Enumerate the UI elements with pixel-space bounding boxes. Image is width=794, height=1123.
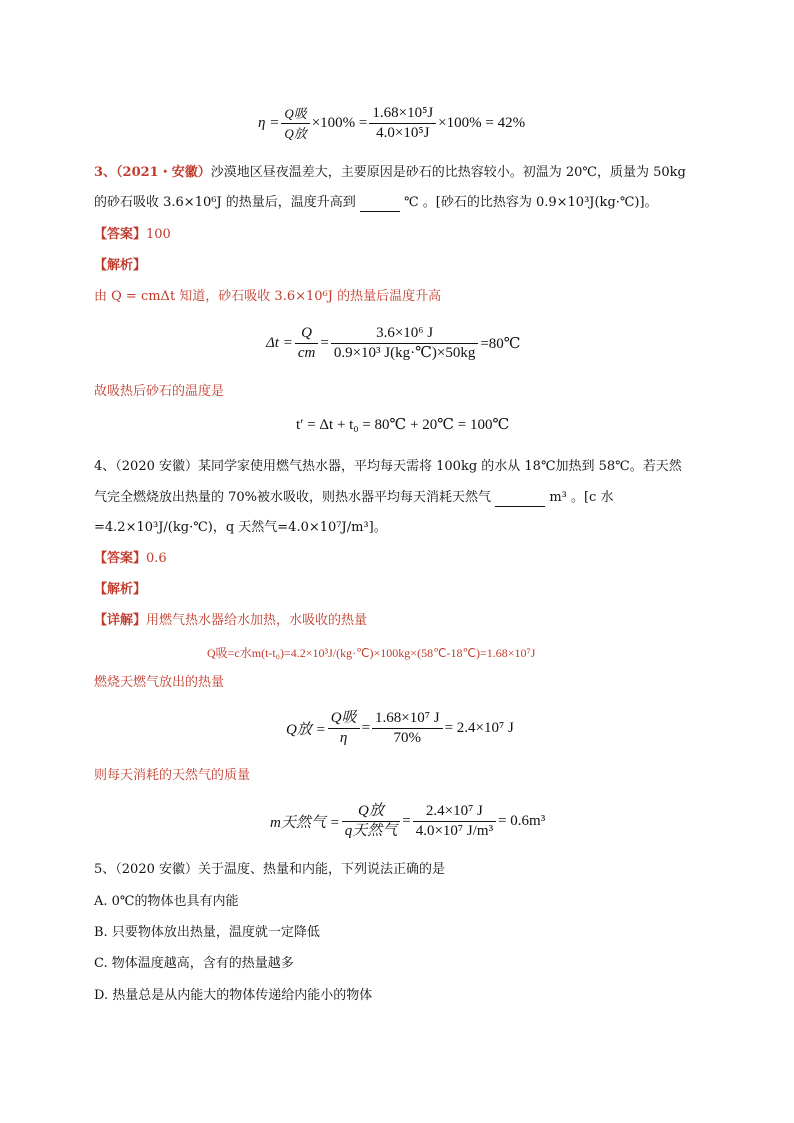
q4-analysis-label: 【解析】	[94, 582, 147, 597]
q4-answer	[94, 550, 167, 568]
fraction-denominator: 4.0×10⁷ J/m³	[415, 823, 494, 839]
question-source: （2020 安徽）	[115, 459, 198, 474]
question-text: ℃ 。[砂石的比热容为 0.9×10³J(kg·℃)]。	[404, 195, 658, 210]
equation-text: =	[402, 813, 411, 829]
answer-value: 100	[146, 227, 171, 242]
question-text: 某同学家使用燃气热水器，平均每天需将 100kg 的水从 18℃加热到 58℃。若天然	[198, 459, 682, 474]
equation-text: =	[361, 720, 371, 736]
equation-lhs: m天然气 =	[270, 815, 340, 831]
equation-text: ×100% = 42%	[438, 115, 526, 131]
q3-explanation-2: 故吸热后砂石的温度是	[94, 384, 225, 399]
equation-result: =80℃	[480, 336, 521, 352]
fraction-numerator: Q吸	[328, 709, 360, 729]
question-source: （2021・安徽）	[116, 165, 211, 180]
fraction-numerator: 3.6×10⁶ J	[331, 324, 479, 344]
equation-text: ×100% =	[311, 115, 368, 131]
detail-label: 【详解】	[94, 613, 147, 628]
efficiency-fraction-2	[369, 104, 436, 143]
question-number: 3、	[94, 165, 117, 180]
fraction-denominator: η	[339, 730, 348, 746]
question-number: 5、	[94, 862, 116, 877]
question-number: 4、	[94, 459, 116, 474]
answer-blank[interactable]	[495, 492, 545, 507]
q5-option-c[interactable]: C. 物体温度越高，含有的热量越多	[94, 956, 294, 971]
q4-stem-line1	[94, 458, 682, 476]
q4-stem-line3: =4.2×10³J/(kg·℃)，q 天然气=4.0×10⁷J/m³]。	[94, 520, 387, 535]
q4-fraction-4	[413, 802, 496, 841]
q3-equation-delta-t	[266, 324, 521, 363]
q3-fraction-1	[295, 324, 319, 363]
q4-fraction-1	[328, 709, 360, 748]
fraction-denominator: 0.9×10³ J(kg·℃)×50kg	[333, 345, 476, 361]
q3-fraction-2	[331, 324, 479, 363]
answer-label: 【答案】	[94, 227, 147, 242]
q4-explanation-2: 燃烧天燃气放出的热量	[94, 675, 225, 690]
q5-option-b[interactable]: B. 只要物体放出热量，温度就一定降低	[94, 925, 320, 940]
answer-blank[interactable]	[360, 197, 400, 212]
q4-explanation-3: 则每天消耗的天然气的质量	[94, 768, 251, 783]
equation-result: = 2.4×10⁷ J	[444, 720, 514, 736]
detail-text: 用燃气热水器给水加热，水吸收的热量	[146, 613, 368, 628]
question-source: （2020 安徽）	[115, 862, 198, 877]
q5-option-d[interactable]: D. 热量总是从内能大的物体传递给内能小的物体	[94, 988, 373, 1003]
answer-value: 0.6	[146, 551, 167, 566]
fraction-denominator: cm	[297, 345, 316, 361]
question-text: 关于温度、热量和内能，下列说法正确的是	[198, 862, 446, 877]
q5-option-a[interactable]: A. 0℃的物体也具有内能	[94, 894, 239, 909]
fraction-denominator: 4.0×10⁵J	[376, 125, 430, 141]
equation-lhs: Q放 =	[286, 722, 326, 738]
equation-text: =	[320, 335, 329, 351]
q4-fraction-3	[342, 802, 401, 841]
fraction-numerator: Q放	[342, 802, 401, 822]
answer-label: 【答案】	[94, 551, 147, 566]
fraction-numerator: 1.68×10⁵J	[369, 104, 436, 124]
fraction-numerator: Q	[295, 324, 319, 344]
question-text: m³ 。[c 水	[549, 490, 614, 505]
fraction-numerator: 2.4×10⁷ J	[413, 802, 496, 822]
q3-explanation-1: 由 Q = cmΔt 知道，砂石吸收 3.6×10⁶J 的热量后温度升高	[94, 289, 442, 304]
fraction-denominator: Q放	[284, 126, 307, 141]
q4-equation-gas-mass	[270, 802, 545, 841]
efficiency-fraction-1	[281, 104, 309, 143]
fraction-denominator: q天然气	[344, 823, 398, 839]
question-text: 沙漠地区昼夜温差大，主要原因是砂石的比热容较小。初温为 20℃，质量为 50kg	[210, 165, 686, 180]
q4-equation-heat-absorbed: Q吸=c水m(t-t₀)=4.2×10³J/(kg·℃)×100kg×(58℃-18℃)=1.68×10⁷J	[207, 646, 536, 660]
efficiency-equation	[258, 104, 525, 143]
q3-analysis-label: 【解析】	[94, 258, 147, 273]
fraction-denominator: 70%	[393, 730, 422, 746]
q4-fraction-2	[372, 709, 443, 748]
question-text: 的砂石吸收 3.6×10⁶J 的热量后，温度升高到	[94, 195, 356, 210]
q3-stem-line2	[94, 194, 658, 212]
q3-equation-final-temp: t′ = Δt + t₀ = 80℃ + 20℃ = 100℃	[296, 417, 510, 433]
q4-stem-line2	[94, 489, 613, 507]
question-text: 气完全燃烧放出热量的 70%被水吸收，则热水器平均每天消耗天然气	[94, 490, 492, 505]
eta-lhs: η =	[258, 115, 280, 131]
q4-equation-heat-released	[286, 709, 514, 748]
q3-answer	[94, 226, 171, 244]
equation-result: = 0.6m³	[498, 813, 546, 829]
q5-stem	[94, 861, 445, 879]
fraction-numerator: 1.68×10⁷ J	[372, 709, 443, 729]
equation-lhs: Δt =	[266, 335, 293, 351]
q3-stem-line1	[94, 164, 686, 182]
fraction-numerator: Q吸	[281, 104, 309, 124]
q4-detail	[94, 612, 367, 630]
